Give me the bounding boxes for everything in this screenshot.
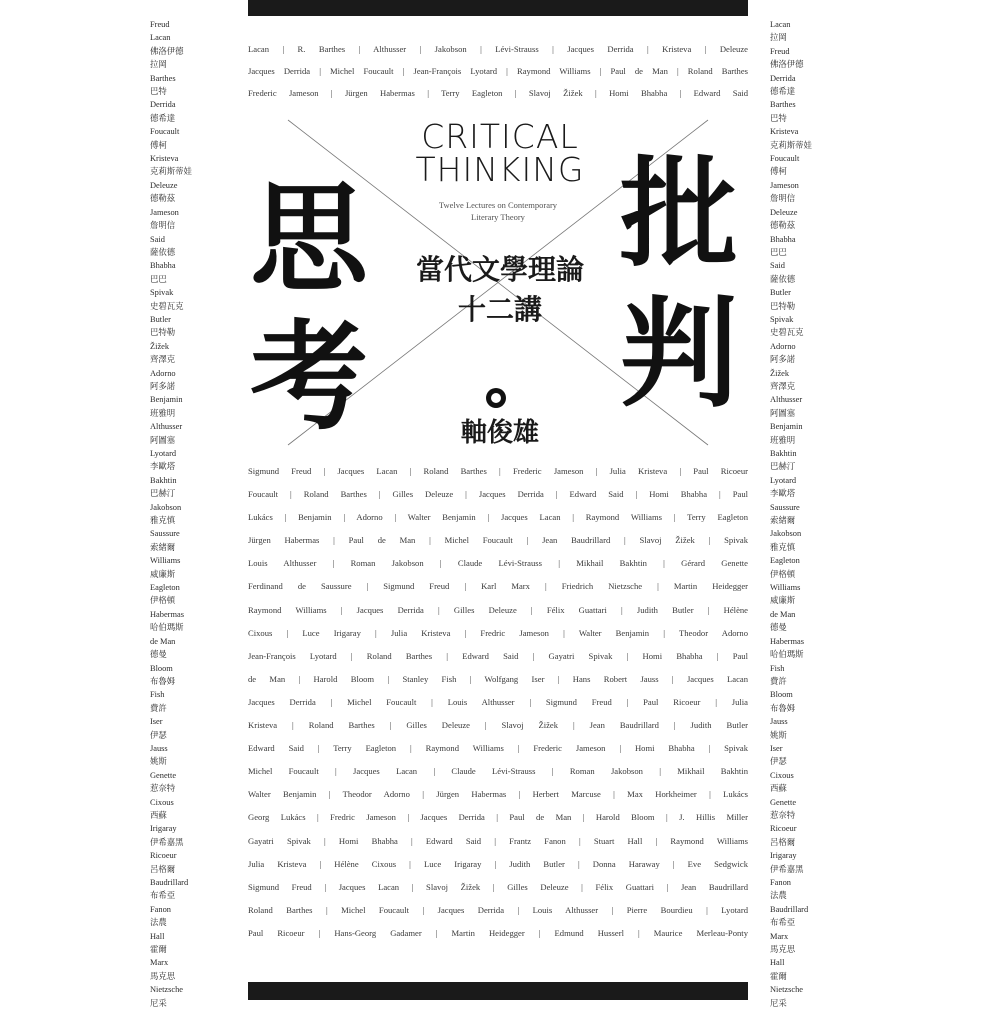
side-name-item: 馬克思 (770, 945, 796, 955)
side-name-item: 德曼 (770, 623, 787, 633)
name-line: Jürgen Habermas | Paul de Man | Michel Foucault | Jean Baudrillard | Slavoj Žižek | Spivak (248, 535, 748, 546)
side-name-item: 巴特 (770, 113, 787, 123)
side-name-item: Baudrillard (770, 904, 809, 914)
side-name-item: 法農 (150, 918, 167, 928)
side-name-item: 法農 (770, 891, 787, 901)
side-name-item: Ricoeur (770, 824, 797, 834)
title-en-line1: CRITICAL (421, 117, 579, 156)
side-name-item: 伊瑟 (150, 730, 167, 740)
side-name-item: 德勒茲 (150, 194, 176, 204)
side-name-item: de Man (150, 636, 176, 646)
side-name-item: 費許 (770, 676, 787, 686)
side-name-item: 德勒茲 (770, 221, 796, 231)
side-name-item: Deleuze (150, 180, 178, 190)
side-name-item: Lyotard (770, 475, 797, 485)
side-name-item: Marx (150, 958, 169, 968)
side-name-item: Genette (770, 797, 797, 807)
side-name-item: de Man (770, 609, 796, 619)
side-name-item: 拉岡 (150, 60, 167, 70)
side-name-item: Derrida (150, 100, 176, 110)
side-name-item: Žižek (150, 341, 170, 351)
side-name-item: Althusser (150, 422, 183, 432)
name-line: Kristeva | Roland Barthes | Gilles Deleuze | Slavoj Žižek | Jean Baudrillard | Judith Butler (248, 720, 748, 731)
side-name-item: 詹明信 (770, 194, 796, 204)
side-name-item: Kristeva (770, 127, 799, 137)
side-name-item: 克莉斯蒂娃 (150, 167, 192, 177)
name-line: Lacan | R. Barthes | Althusser | Jakobson | Lévi-Strauss | Jacques Derrida | Kristeva | Deleuze (248, 44, 748, 54)
name-line: de Man | Harold Bloom | Stanley Fish | Wolfgang Iser | Hans Robert Jauss | Jacques Lacan (248, 673, 748, 684)
name-line: Walter Benjamin | Theodor Adorno | Jürgen Habermas | Herbert Marcuse | Max Horkheimer | Lukács (248, 789, 748, 800)
name-line: Cixous | Luce Irigaray | Julia Kristeva | Fredric Jameson | Walter Benjamin | Theodor Adorno (248, 627, 748, 638)
title-char-1: 思 (250, 169, 369, 308)
side-name-item: 霍爾 (150, 945, 167, 955)
side-name-item: 惹奈特 (770, 810, 796, 820)
side-name-item: Cixous (150, 797, 174, 807)
side-name-item: 索緒爾 (150, 542, 176, 552)
side-name-item: Genette (150, 770, 177, 780)
side-name-item: Foucault (770, 154, 800, 164)
side-name-item: Barthes (770, 100, 796, 110)
side-name-item: 巴特 (150, 87, 167, 97)
side-name-item: 班雅明 (150, 408, 176, 418)
side-name-item: 德曼 (150, 650, 167, 660)
subtitle-en-line2: Literary Theory (471, 212, 525, 222)
side-name-item: 史碧瓦克 (150, 301, 184, 311)
side-name-item: Fanon (150, 904, 171, 914)
side-name-item: Deleuze (770, 207, 798, 217)
side-name-item: 巴特勒 (770, 301, 796, 311)
side-name-item: 德希達 (150, 113, 176, 123)
side-name-item: 呂格爾 (150, 864, 176, 874)
side-name-item: Iser (150, 717, 163, 727)
side-name-item: Iser (770, 743, 783, 753)
side-name-item: 威廉斯 (150, 569, 176, 579)
side-name-item: 西蘇 (770, 784, 787, 794)
name-line: Lukács | Benjamin | Adorno | Walter Benjamin | Jacques Lacan | Raymond Williams | Terry Eagleton (248, 512, 748, 523)
side-name-item: Benjamin (770, 422, 803, 432)
side-name-item: Lacan (770, 20, 791, 29)
side-name-item: Žižek (770, 368, 790, 378)
name-line: Georg Lukács | Fredric Jameson | Jacques Derrida | Paul de Man | Harold Bloom | J. Hillis Miller (248, 812, 748, 823)
side-name-item: 齊澤克 (770, 381, 796, 391)
side-name-item: Williams (770, 583, 801, 593)
side-name-item: Said (770, 261, 785, 271)
side-name-item: Bloom (150, 663, 173, 673)
side-name-item: 伊瑟 (770, 757, 787, 767)
side-name-item: Bloom (770, 690, 793, 700)
side-name-item: 佛洛伊德 (150, 46, 184, 56)
side-name-item: Lyotard (150, 449, 177, 458)
side-name-item: Adorno (150, 368, 176, 378)
side-name-item: Eagleton (150, 583, 180, 593)
side-name-item: Jakobson (770, 529, 802, 539)
side-name-item: 阿圖塞 (770, 408, 796, 418)
side-name-item: 阿多諾 (150, 381, 176, 391)
main-names-block (248, 460, 748, 960)
side-name-item: Kristeva (150, 154, 179, 164)
side-name-item: Eagleton (770, 556, 800, 566)
side-name-item: 詹明信 (150, 221, 176, 231)
name-line: Jacques Derrida | Michel Foucault | Jean-François Lyotard | Raymond Williams | Paul de Man | Roland Barthes (248, 66, 748, 76)
side-name-item: 布魯姆 (770, 703, 796, 713)
side-name-item: 布希亞 (150, 891, 176, 901)
subtitle-cn-line1: 當代文學理論 (415, 253, 584, 286)
side-name-item: 巴赫汀 (150, 489, 176, 499)
side-name-item: Nietzsche (770, 985, 804, 995)
name-line: Edward Said | Terry Eagleton | Raymond Williams | Frederic Jameson | Homi Bhabha | Spivak (248, 743, 748, 754)
side-name-item: 克莉斯蒂娃 (770, 140, 812, 150)
side-name-item: Hall (770, 958, 785, 968)
name-line: Michel Foucault | Jacques Lacan | Claude Lévi-Strauss | Roman Jakobson | Mikhail Bakhtin (248, 766, 748, 777)
side-name-item: 薩依德 (150, 247, 176, 257)
side-name-item: 巴巴 (150, 274, 167, 284)
side-name-item: Adorno (770, 341, 796, 351)
name-line: Julia Kristeva | Hélène Cixous | Luce Irigaray | Judith Butler | Donna Haraway | Eve Sedgwick (248, 858, 748, 869)
side-name-item: Saussure (770, 502, 800, 512)
name-line: Paul Ricoeur | Hans-Georg Gadamer | Martin Heidegger | Edmund Husserl | Maurice Merleau-Ponty (248, 927, 748, 938)
subtitle-cn (395, 250, 605, 330)
side-name-item: Spivak (770, 314, 794, 324)
side-name-item: Bakhtin (770, 449, 797, 458)
side-name-item: Lacan (150, 33, 171, 43)
title-char-2: 考 (250, 307, 369, 446)
name-line: Roland Barthes | Michel Foucault | Jacques Derrida | Louis Althusser | Pierre Bourdieu | Lyotard (248, 904, 748, 915)
name-line: Louis Althusser | Roman Jakobson | Claude Lévi-Strauss | Mikhail Bakhtin | Gérard Genette (248, 558, 748, 569)
side-name-item: Said (150, 234, 165, 244)
side-name-item: Hall (150, 931, 165, 941)
side-name-item: 尼采 (770, 998, 787, 1008)
side-name-item: 伊希嘉黑 (770, 864, 804, 874)
side-name-item: Habermas (770, 636, 804, 646)
side-name-item: 拉岡 (770, 33, 787, 43)
subtitle-en-line1: Twelve Lectures on Contemporary (438, 200, 558, 210)
side-name-item: 布魯姆 (150, 676, 176, 686)
side-name-item: Barthes (150, 73, 176, 83)
name-line: Sigmund Freud | Jacques Lacan | Slavoj Žižek | Gilles Deleuze | Félix Guattari | Jean Baudrillard (248, 881, 748, 892)
top-names-block (248, 38, 748, 100)
side-name-item: Marx (770, 931, 789, 941)
name-line: Gayatri Spivak | Homi Bhabha | Edward Said | Frantz Fanon | Stuart Hall | Raymond Williams (248, 835, 748, 846)
side-name-item: 李歐塔 (150, 462, 176, 472)
side-name-item: 伊希嘉黑 (150, 837, 184, 847)
side-name-item: Fanon (770, 878, 791, 887)
top-black-bar (248, 0, 748, 16)
title-char-4: 判 (620, 284, 739, 423)
side-name-item: 阿圖塞 (150, 435, 176, 445)
side-name-item: Bakhtin (150, 475, 177, 485)
side-name-item: Freud (150, 20, 170, 29)
side-name-item: Irigaray (150, 824, 177, 834)
side-name-item: 巴巴 (770, 247, 787, 257)
side-name-item: Jakobson (150, 502, 182, 512)
side-name-item: 馬克思 (150, 971, 176, 981)
side-name-item: Jauss (150, 743, 168, 753)
side-name-item: Cixous (770, 770, 794, 780)
side-name-item: 哈伯瑪斯 (150, 623, 184, 633)
side-name-item: Foucault (150, 127, 180, 137)
side-name-item: Irigaray (770, 851, 797, 861)
right-name-column (770, 18, 858, 1008)
side-name-item: 李歐塔 (770, 489, 796, 499)
side-name-item: 薩依德 (770, 274, 796, 284)
side-name-item: 尼采 (150, 998, 167, 1008)
side-name-item: Bhabha (150, 261, 176, 271)
side-name-item: 齊澤克 (150, 355, 176, 365)
side-name-item: Nietzsche (150, 985, 184, 995)
side-name-item: Saussure (150, 529, 180, 539)
name-line: Raymond Williams | Jacques Derrida | Gilles Deleuze | Félix Guattari | Judith Butler | Hélène (248, 604, 748, 615)
side-name-item: 霍爾 (770, 971, 787, 981)
author-name: 軸俊雄 (460, 418, 539, 448)
title-char-3: 批 (620, 144, 739, 283)
side-name-item: Butler (150, 314, 171, 324)
side-name-item: 惹奈特 (150, 784, 176, 794)
name-line: Ferdinand de Saussure | Sigmund Freud | Karl Marx | Friedrich Nietzsche | Martin Heidegger (248, 581, 748, 592)
side-name-item: 索緒爾 (770, 516, 796, 526)
name-line: Jacques Derrida | Michel Foucault | Louis Althusser | Sigmund Freud | Paul Ricoeur | Julia (248, 696, 748, 707)
side-name-item: Jameson (770, 180, 799, 190)
side-name-item: 伊格頓 (770, 569, 796, 579)
left-name-column (150, 18, 238, 1008)
side-name-item: 姚斯 (150, 757, 167, 767)
side-name-item: 呂格爾 (770, 837, 796, 847)
side-name-item: Spivak (150, 288, 174, 298)
side-name-item: 西蘇 (150, 810, 167, 820)
side-name-item: Fish (150, 690, 165, 700)
side-name-item: Butler (770, 288, 791, 298)
side-name-item: Baudrillard (150, 878, 189, 887)
side-name-item: Williams (150, 556, 181, 566)
side-name-item: 德希達 (770, 87, 796, 97)
side-name-item: 姚斯 (770, 730, 787, 740)
side-name-item: Benjamin (150, 395, 183, 405)
side-name-item: 威廉斯 (770, 596, 796, 606)
side-name-item: 傅柯 (770, 167, 787, 177)
side-name-item: 傅柯 (150, 140, 167, 150)
side-name-item: 巴赫汀 (770, 462, 796, 472)
side-name-item: 雅克慎 (150, 516, 176, 526)
side-name-item: 費許 (150, 703, 167, 713)
name-line: Frederic Jameson | Jürgen Habermas | Terry Eagleton | Slavoj Žižek | Homi Bhabha | Edward Said (248, 88, 748, 98)
side-name-item: 佛洛伊德 (770, 60, 804, 70)
name-line: Foucault | Roland Barthes | Gilles Deleuze | Jacques Derrida | Edward Said | Homi Bhabha | Paul (248, 489, 748, 500)
side-name-item: Derrida (770, 73, 796, 83)
side-name-item: 雅克慎 (770, 542, 796, 552)
side-name-item: Althusser (770, 395, 803, 405)
name-line: Sigmund Freud | Jacques Lacan | Roland Barthes | Frederic Jameson | Julia Kristeva | Paul Ricoeur (248, 466, 748, 476)
side-name-item: Ricoeur (150, 851, 177, 861)
side-name-item: 伊格頓 (150, 596, 176, 606)
side-name-item: Freud (770, 46, 790, 56)
side-name-item: Jameson (150, 207, 179, 217)
title-en-line2: THINKING (415, 150, 585, 189)
subtitle-en (388, 199, 608, 223)
side-name-item: Bhabha (770, 234, 796, 244)
side-name-item: 巴特勒 (150, 328, 176, 338)
side-name-item: 布希亞 (770, 918, 796, 928)
publisher-logo-icon (486, 388, 506, 408)
side-name-item: Fish (770, 663, 785, 673)
name-line: Jean-François Lyotard | Roland Barthes | Edward Said | Gayatri Spivak | Homi Bhabha | Paul (248, 650, 748, 661)
bottom-black-bar (248, 982, 748, 1000)
subtitle-cn-line2: 十二講 (457, 293, 542, 326)
side-name-item: 史碧瓦克 (770, 328, 804, 338)
side-name-item: Jauss (770, 717, 788, 727)
side-name-item: 班雅明 (770, 435, 796, 445)
side-name-item: Habermas (150, 609, 184, 619)
side-name-item: 阿多諾 (770, 355, 796, 365)
side-name-item: 哈伯瑪斯 (770, 650, 804, 660)
